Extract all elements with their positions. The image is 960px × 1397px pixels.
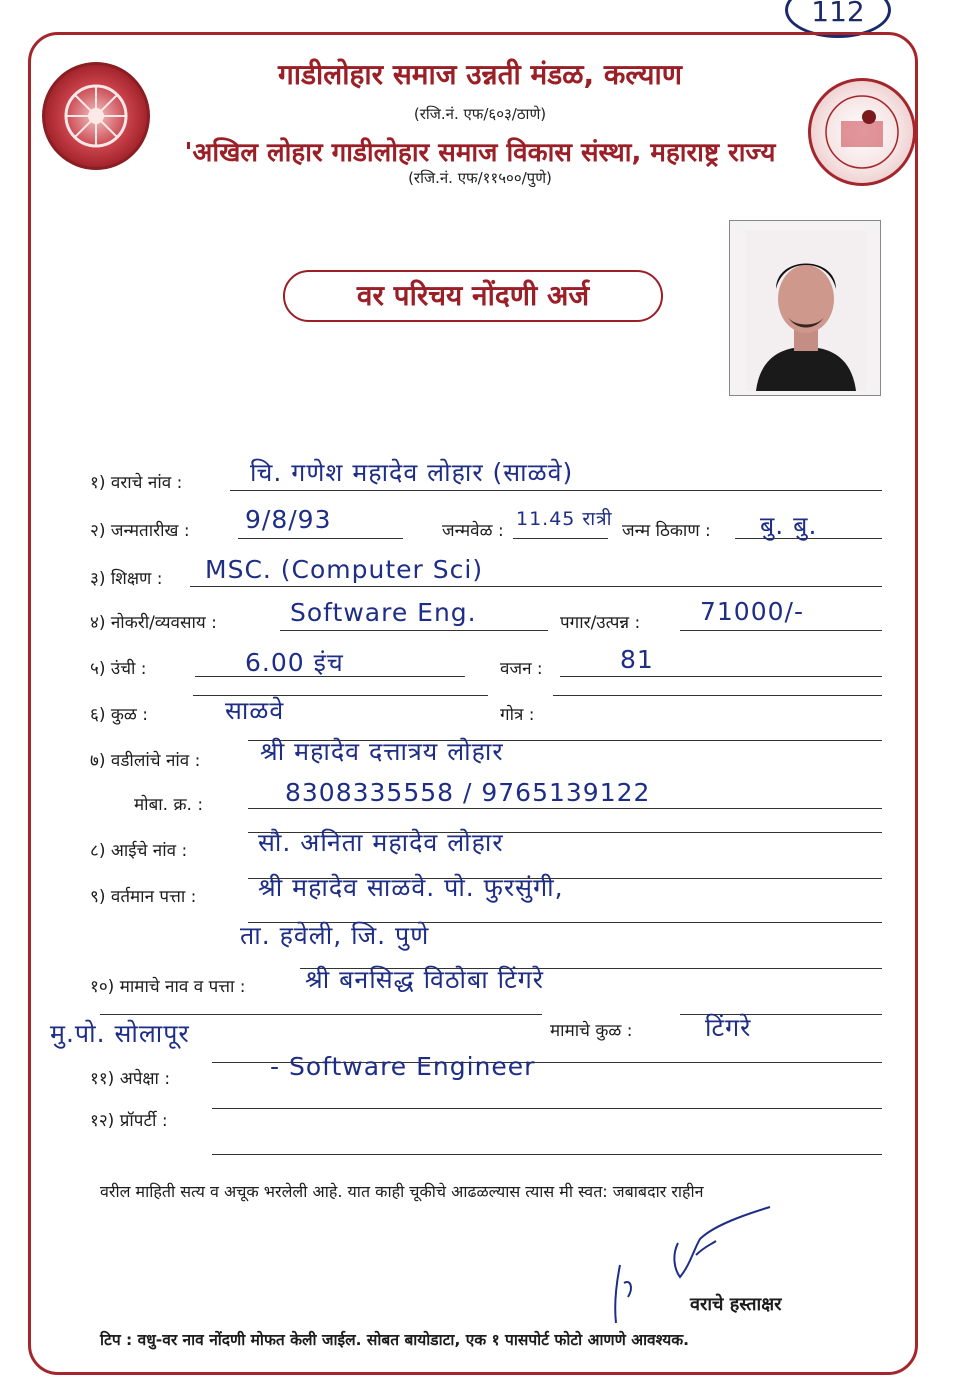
- salary-line: [680, 630, 882, 631]
- uncle-address-line: [100, 1014, 542, 1015]
- uncle-kul-value: टिंगरे: [705, 1013, 752, 1042]
- birth-place-label: जन्म ठिकाण :: [622, 521, 711, 541]
- height-label: ५) उंची :: [90, 659, 147, 679]
- dob-line: [238, 538, 403, 539]
- uncle-address-value: मु.पो. सोलापूर: [50, 1019, 190, 1048]
- passport-photo: [729, 220, 881, 396]
- groom-portrait-icon: [746, 231, 866, 391]
- kul-label: ६) कुळ :: [90, 705, 148, 725]
- property-line-2: [212, 1154, 882, 1155]
- footer-note: टिप : वधु-वर नाव नोंदणी मोफत केली जाईल. सोबत बायोडाटा, एक १ पासपोर्ट फोटो आणणे आवश्यक.: [100, 1331, 690, 1349]
- page-number-annotation: 112: [785, 0, 891, 38]
- education-label: ३) शिक्षण :: [90, 569, 163, 589]
- mandal-logo-seal: [42, 62, 150, 170]
- sanstha-emblem-icon: [811, 81, 913, 183]
- mobile-value: 8308335558 / 9765139122: [285, 778, 651, 807]
- signature-label: वराचे हस्ताक्षर: [690, 1294, 782, 1315]
- organization-name-1: गाडीलोहार समाज उन्नती मंडळ, कल्याण: [278, 58, 682, 91]
- mobile-label: मोबा. क्र. :: [134, 795, 204, 815]
- height-value: 6.00 इंच: [245, 648, 344, 677]
- weight-value: 81: [620, 645, 654, 674]
- uncle-value: श्री बनसिद्ध विठोबा टिंगरे: [305, 965, 545, 994]
- address-value-1: श्री महादेव साळवे. पो. फुरसुंगी,: [258, 873, 564, 902]
- kul-value: साळवे: [225, 696, 285, 725]
- gotra-line: [553, 695, 882, 696]
- father-name-value: श्री महादेव दत्तात्रय लोहार: [260, 737, 504, 766]
- birth-time-line: [513, 538, 608, 539]
- sanstha-logo-seal: [808, 78, 916, 186]
- expectation-label: ११) अपेक्षा :: [90, 1069, 171, 1089]
- occupation-value: Software Eng.: [290, 598, 477, 627]
- organization-name-2: 'अखिल लोहार गाडीलोहार समाज विकास संस्था, महाराष्ट्र राज्य: [184, 138, 776, 168]
- salary-label: पगार/उत्पन्न :: [560, 613, 641, 633]
- address-value-2: ता. हवेली, जि. पुणे: [240, 921, 430, 950]
- registration-number-2: (रजि.नं. एफ/११५००/पुणे): [408, 169, 552, 187]
- address-label: ९) वर्तमान पत्ता :: [90, 887, 197, 907]
- occupation-label: ४) नोकरी/व्यवसाय :: [90, 613, 217, 633]
- education-line: [190, 586, 882, 587]
- declaration-text: वरील माहिती सत्य व अचूक भरलेली आहे. यात काही चूकीचे आढळल्यास त्यास मी स्वत: जबाबदार राहीन: [100, 1182, 704, 1201]
- registration-number-1: (रजि.नं. एफ/६०३/ठाणे): [413, 105, 547, 123]
- groom-name-value: चि. गणेश महादेव लोहार (साळवे): [250, 458, 574, 487]
- dob-label: २) जन्मतारीख :: [90, 521, 190, 541]
- mother-name-value: सौ. अनिता महादेव लोहार: [258, 828, 504, 857]
- expectation-value: - Software Engineer: [270, 1052, 536, 1081]
- education-value: MSC. (Computer Sci): [205, 555, 484, 584]
- mobile-line: [248, 808, 882, 809]
- occupation-line: [280, 630, 548, 631]
- uncle-kul-label: मामाचे कुळ :: [550, 1021, 633, 1041]
- property-label: १२) प्रॉपर्टी :: [90, 1111, 168, 1131]
- salary-value: 71000/-: [700, 597, 804, 626]
- property-line-1: [212, 1108, 882, 1109]
- uncle-label: १०) मामाचे नाव व पत्ता :: [90, 977, 246, 997]
- father-name-label: ७) वडीलांचे नांव :: [90, 751, 201, 771]
- chakra-emblem-icon: [45, 65, 147, 167]
- dob-value: 9/8/93: [245, 505, 332, 534]
- birth-place-value: बु. बु.: [760, 511, 818, 540]
- mother-name-label: ८) आईचे नांव :: [90, 841, 188, 861]
- form-title: वर परिचय नोंदणी अर्ज: [283, 270, 663, 322]
- gotra-label: गोत्र :: [500, 705, 535, 725]
- weight-label: वजन :: [500, 659, 543, 679]
- birth-time-value: 11.45 रात्री: [516, 508, 613, 530]
- groom-name-line: [230, 490, 882, 491]
- groom-name-label: १) वराचे नांव :: [90, 473, 183, 493]
- weight-line: [560, 676, 882, 677]
- birth-time-label: जन्मवेळ :: [442, 521, 504, 541]
